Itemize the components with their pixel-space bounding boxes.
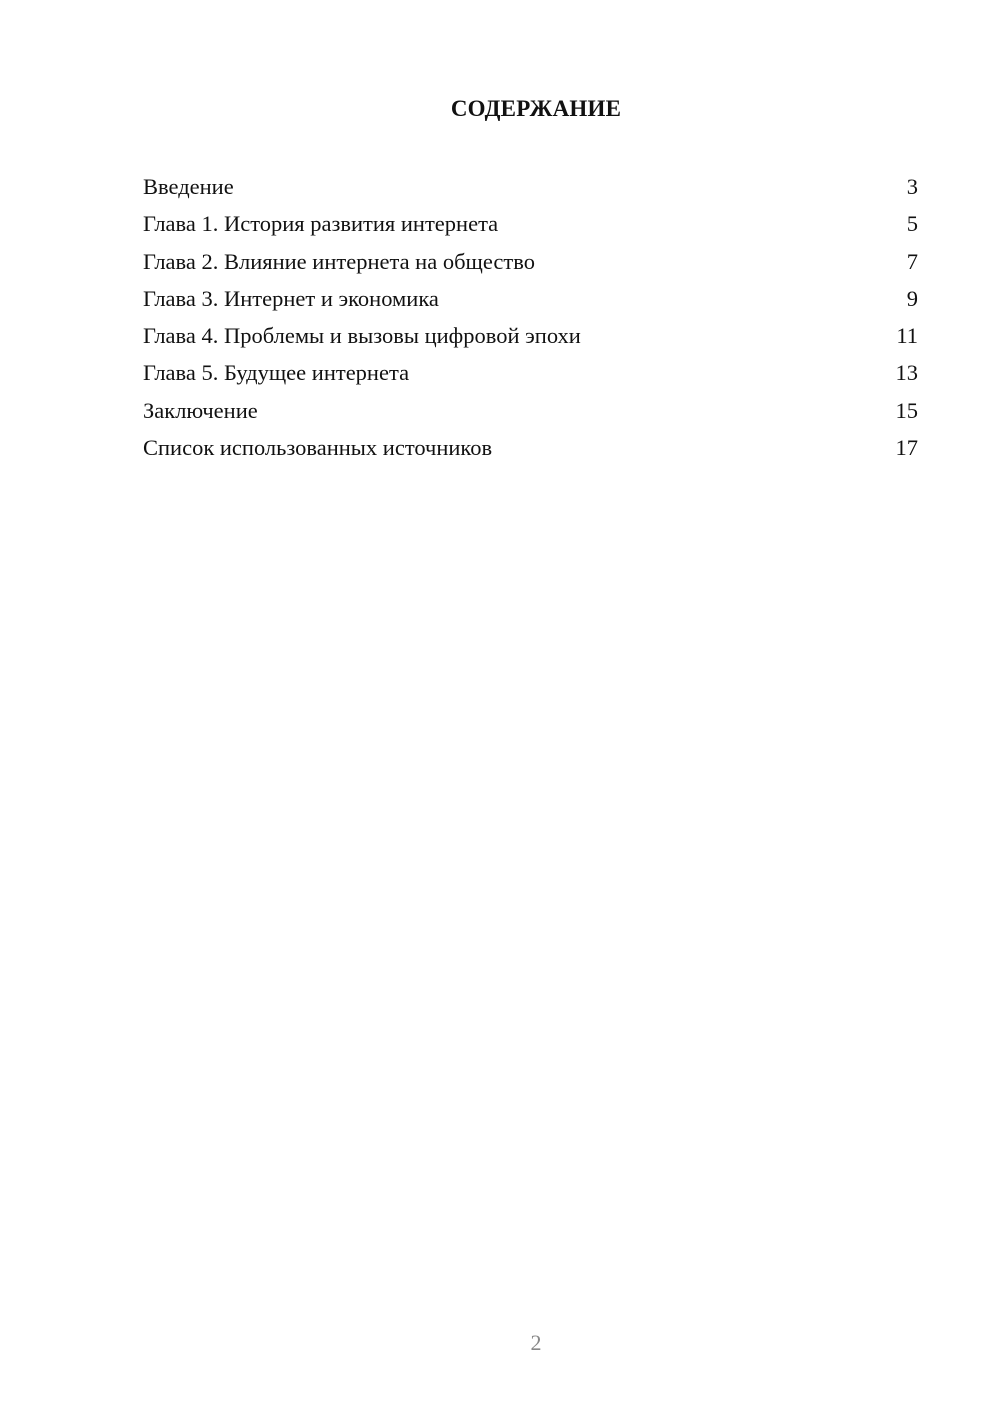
toc-entry-references[interactable] xyxy=(143,429,918,466)
toc-entry-label: Введение xyxy=(143,174,234,199)
toc-entry-label: Глава 4. Проблемы и вызовы цифровой эпохи xyxy=(143,323,581,349)
toc-entry-label: Глава 1. История развития интернета xyxy=(143,211,499,237)
toc-entry-page: 13 xyxy=(895,360,918,386)
toc-entry-chapter-2[interactable] xyxy=(143,243,918,280)
toc-entry-page: 5 xyxy=(906,211,918,237)
toc-entry-chapter-5[interactable] xyxy=(143,354,918,391)
toc-entry-page: 7 xyxy=(906,248,918,274)
toc-entry-chapter-1[interactable] xyxy=(143,205,918,242)
toc-entry-label: Глава 2. Влияние интернета на общество xyxy=(143,248,535,274)
toc-entry-label: Глава 5. Будущее интернета xyxy=(143,360,410,386)
toc-entry-chapter-4[interactable] xyxy=(143,317,918,354)
page-title: СОДЕРЖАНИЕ xyxy=(450,96,622,121)
toc-entry-introduction[interactable] xyxy=(143,168,918,205)
toc-entry-page: 17 xyxy=(895,435,918,461)
toc-entry-page: 3 xyxy=(906,174,918,199)
page-number: 2 xyxy=(530,1330,542,1355)
toc-entry-conclusion[interactable] xyxy=(143,392,918,429)
toc-entry-page: 11 xyxy=(896,323,918,349)
toc-entry-label: Список использованных источников xyxy=(143,435,493,461)
table-of-contents xyxy=(143,168,918,466)
toc-entry-page: 9 xyxy=(906,285,918,311)
toc-entry-page: 15 xyxy=(895,397,918,423)
toc-entry-label: Глава 3. Интернет и экономика xyxy=(143,285,439,311)
toc-entry-chapter-3[interactable] xyxy=(143,280,918,317)
toc-entry-label: Заключение xyxy=(143,397,258,423)
